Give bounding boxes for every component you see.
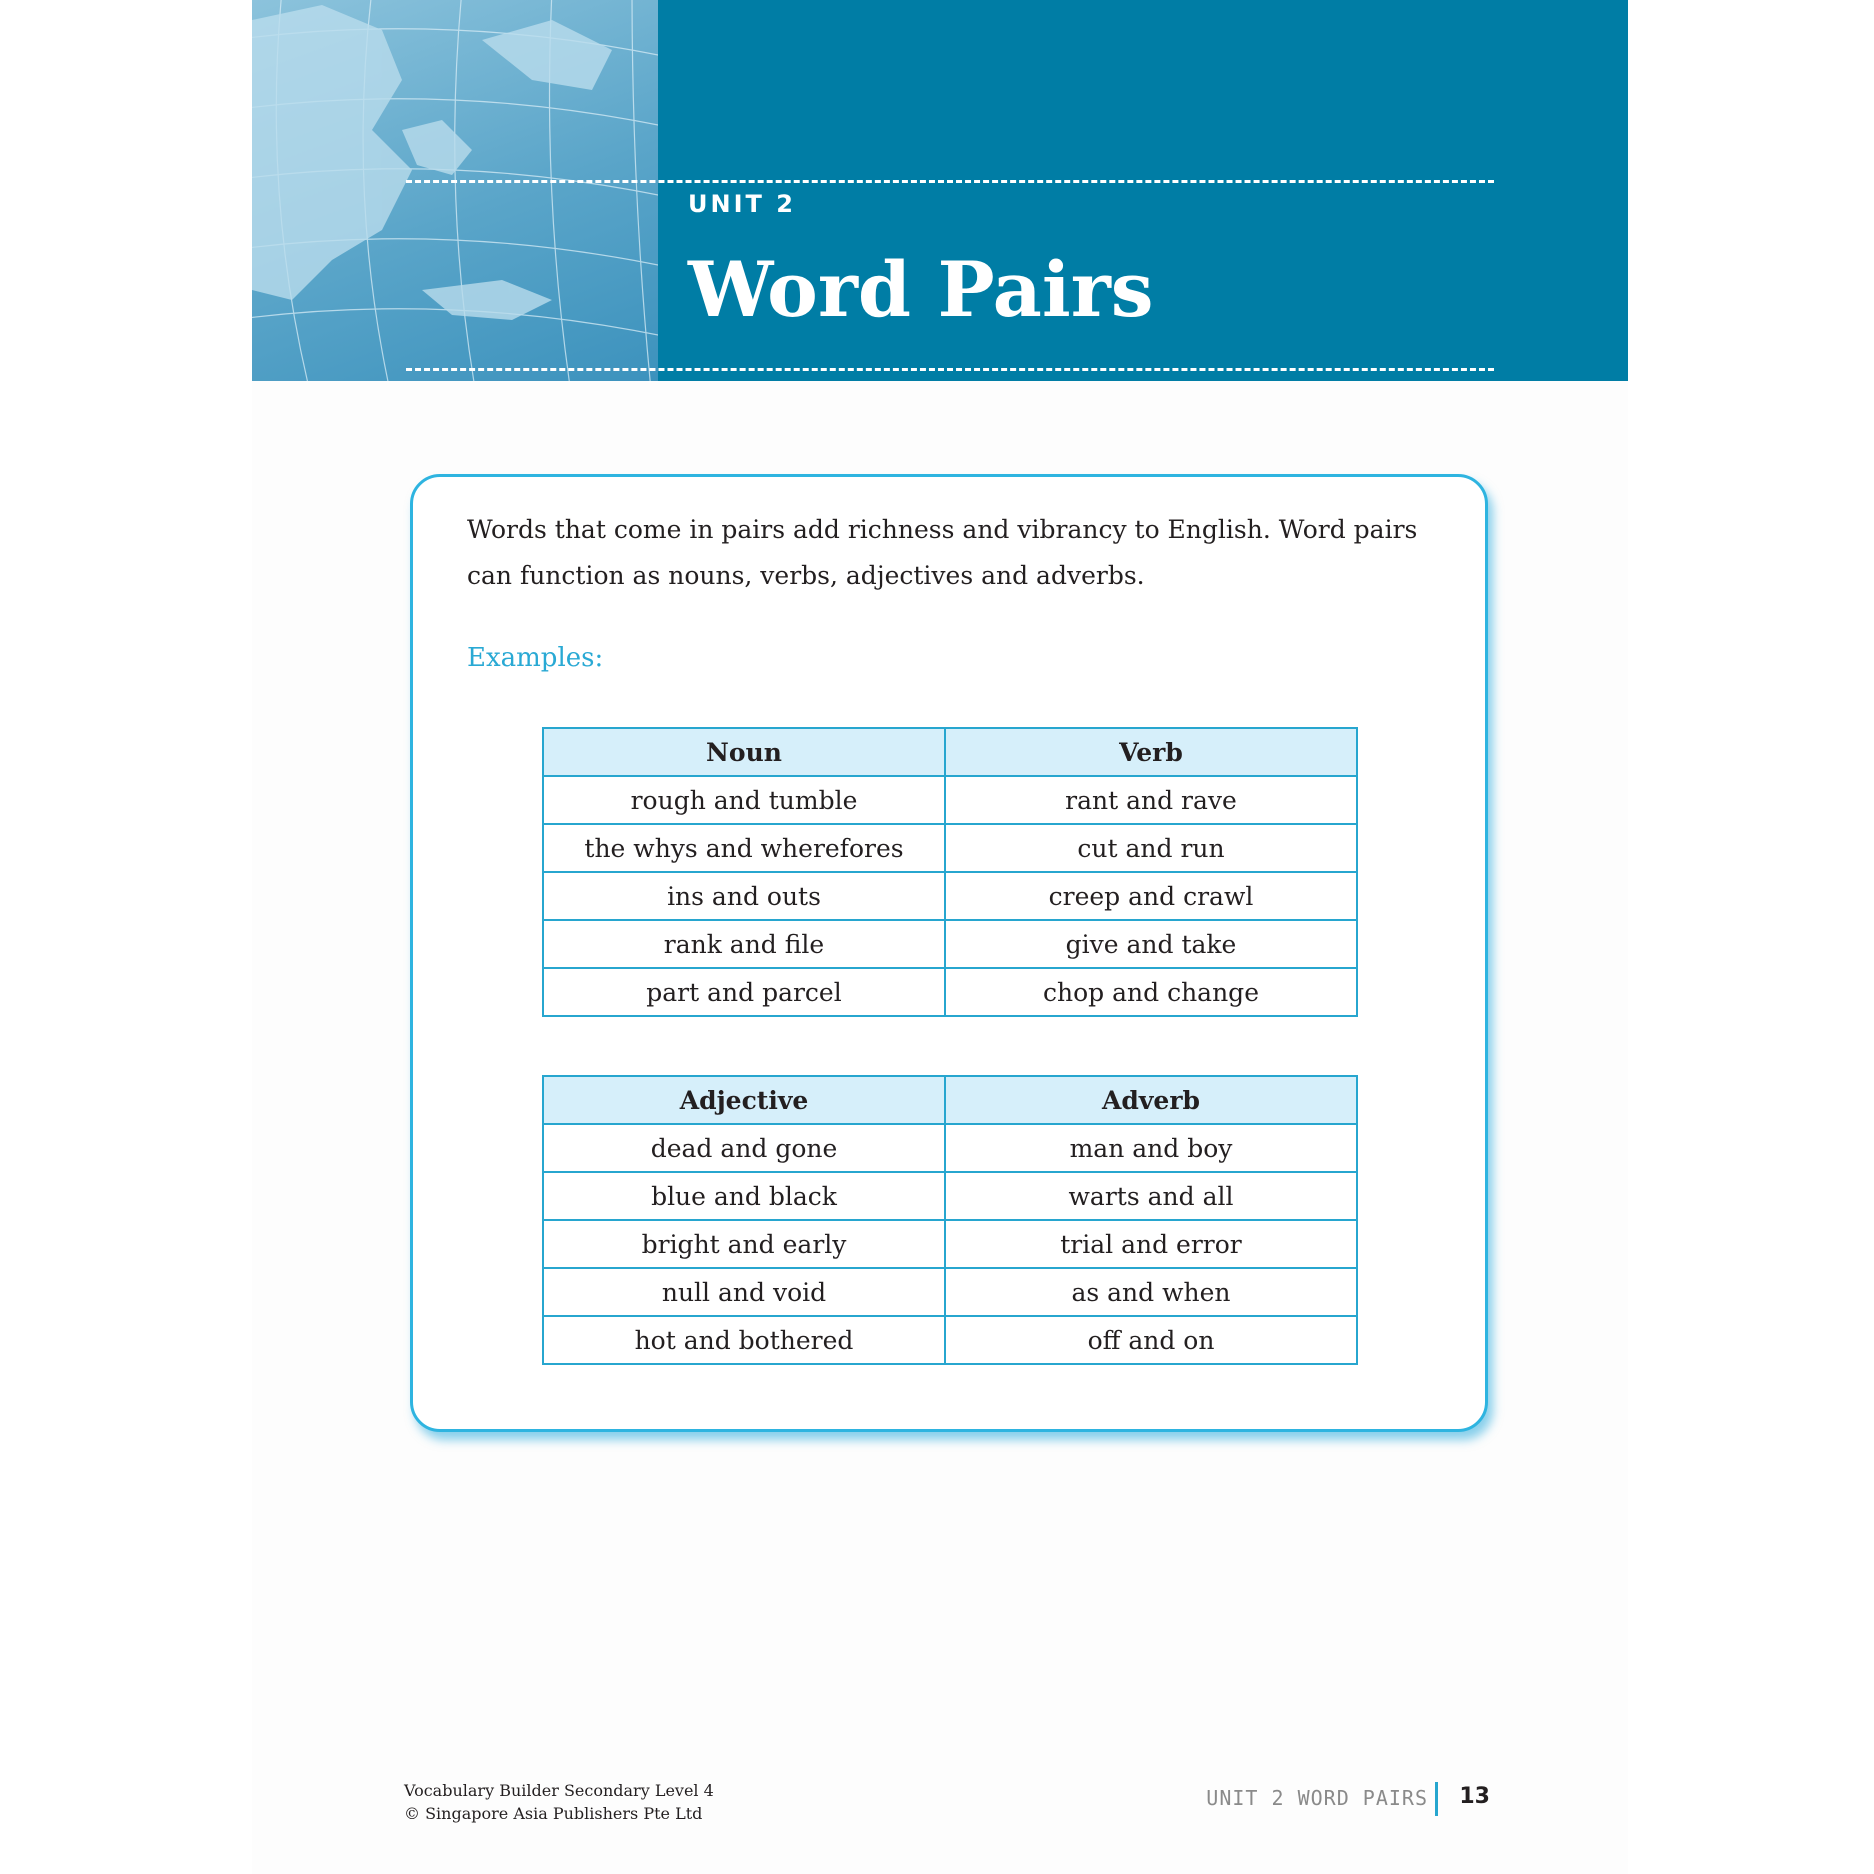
table-header-row [543,728,1357,776]
table-cell: bright and early [543,1220,945,1268]
table-cell: blue and black [543,1172,945,1220]
table-cell: give and take [945,920,1357,968]
examples-heading: Examples: [467,643,604,673]
table-cell: null and void [543,1268,945,1316]
table-cell: off and on [945,1316,1357,1364]
table-cell: rant and rave [945,776,1357,824]
copyright-notice: © Singapore Asia Publishers Pte Ltd [404,1804,703,1823]
table-cell: trial and error [945,1220,1357,1268]
table-cell: chop and change [945,968,1357,1016]
table-cell: the whys and wherefores [543,824,945,872]
table-cell: cut and run [945,824,1357,872]
table-cell: rank and file [543,920,945,968]
globe-map-icon [252,0,658,381]
table-row [543,1316,1357,1364]
table-row [543,968,1357,1016]
column-header-adjective: Adjective [543,1076,945,1124]
table-row [543,1268,1357,1316]
table-cell: rough and tumble [543,776,945,824]
column-header-noun: Noun [543,728,945,776]
table-row [543,1220,1357,1268]
word-pairs-table-noun-verb [542,727,1358,1017]
table-cell: hot and bothered [543,1316,945,1364]
table-row [543,1172,1357,1220]
banner-dashed-rule-top [406,180,1494,183]
table-row [543,872,1357,920]
table-cell: creep and crawl [945,872,1357,920]
word-pairs-table-adjective-adverb [542,1075,1358,1365]
table-row [543,824,1357,872]
table-cell: dead and gone [543,1124,945,1172]
table-cell: man and boy [945,1124,1357,1172]
table-row [543,1124,1357,1172]
book-title: Vocabulary Builder Secondary Level 4 [404,1781,714,1800]
banner-dashed-rule-bottom [406,368,1494,371]
table-header-row [543,1076,1357,1124]
page-number: 13 [1459,1784,1490,1809]
footer-divider [1435,1782,1438,1816]
lesson-content-box [410,474,1488,1432]
table-cell: ins and outs [543,872,945,920]
table-cell: as and when [945,1268,1357,1316]
footer-page-info [1206,1782,1490,1816]
unit-banner [252,0,1628,381]
table-cell: part and parcel [543,968,945,1016]
globe-map-image [252,0,658,381]
table-cell: warts and all [945,1172,1357,1220]
column-header-verb: Verb [945,728,1357,776]
table-row [543,920,1357,968]
page-title: Word Pairs [688,245,1154,334]
running-head: UNIT 2 WORD PAIRS [1206,1786,1428,1810]
unit-number: UNIT 2 [688,190,796,218]
table-row [543,776,1357,824]
column-header-adverb: Adverb [945,1076,1357,1124]
footer-credits [404,1779,714,1825]
intro-paragraph: Words that come in pairs add richness and vibrancy to English. Word pairs can function as nouns, verbs, adjectives and adverbs. [467,515,1418,590]
